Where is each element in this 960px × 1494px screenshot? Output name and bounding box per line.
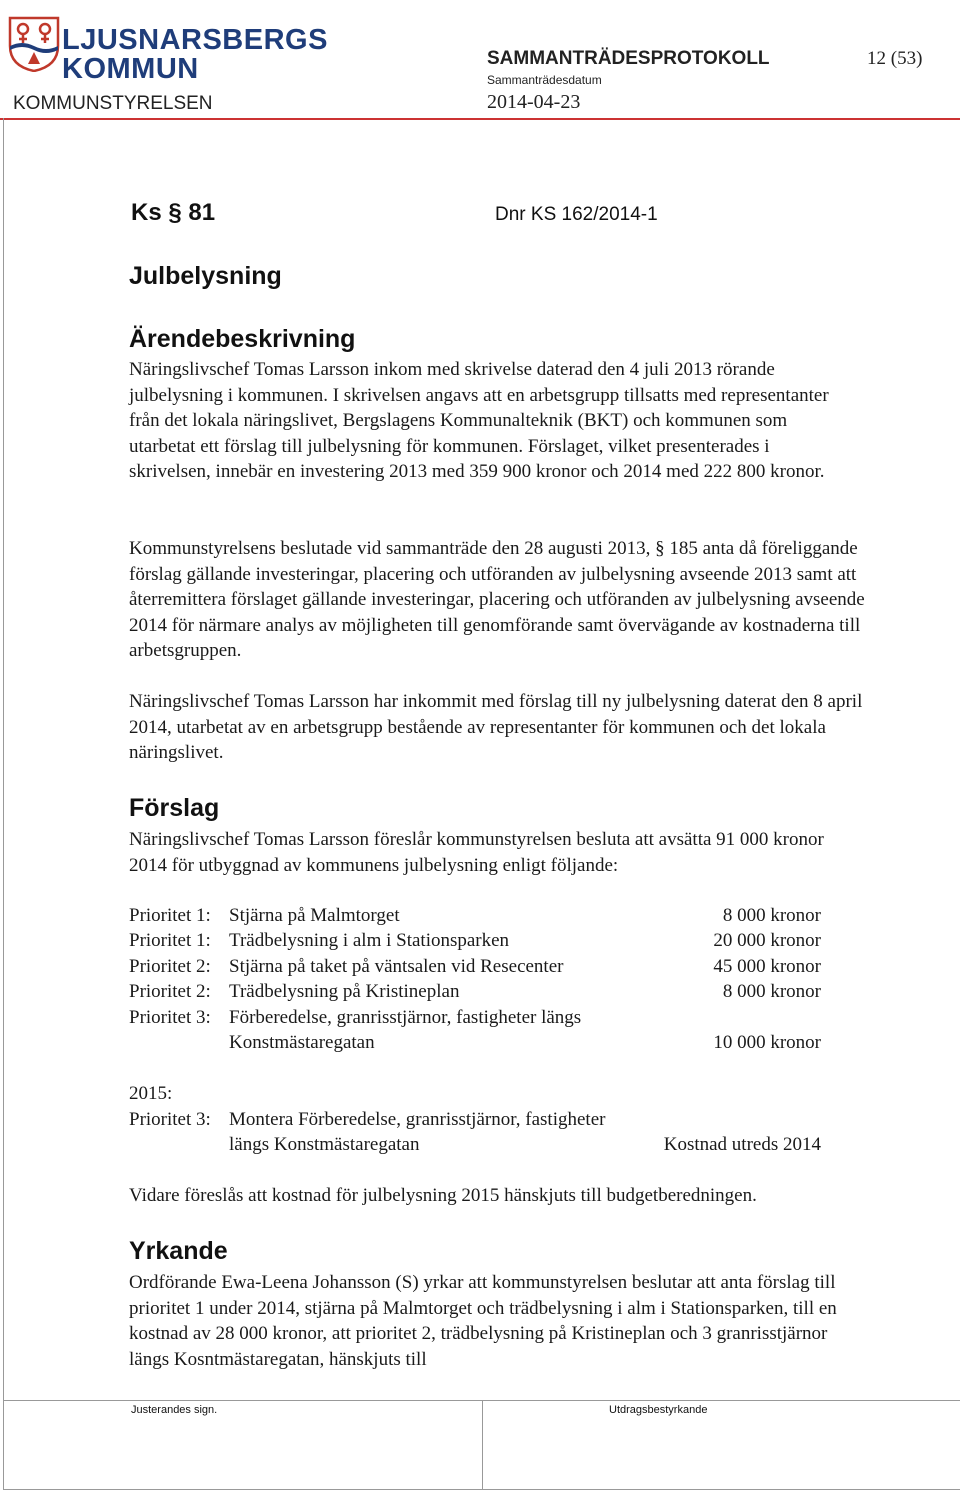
description-text-3: Näringslivschef Tomas Larsson har inkommit med förslag till ny julbelysning daterat den 8 april 2014, utarbetat av en arbetsgrupp bestående av representanter för kommunen och det lokala näringslivet. [129,691,863,764]
proposal-intro-text: Näringslivschef Tomas Larsson föreslår kommunstyrelsen besluta att avsätta 91 000 kronor 2014 för utbyggnad av kommunens julbelysning enligt följande: [129,829,824,876]
motion-heading: Yrkande [129,1237,228,1265]
coat-of-arms-icon [8,16,60,72]
priority-label: Prioritet 1: [129,905,211,926]
case-number: Ks § 81 [131,199,216,226]
priority-text: Trädbelysning i alm i Stationsparken [229,930,510,951]
body-name: KOMMUNSTYRELSEN [13,93,213,114]
year-2015-label: 2015: [129,1083,173,1104]
footer-separator [482,1400,483,1489]
page-border-bottom [3,1489,960,1490]
meeting-date-label: Sammanträdesdatum [487,73,602,87]
priority-amount: 10 000 kronor [713,1032,821,1053]
priority-label: Prioritet 3: [129,1007,211,1028]
proposal-intro [129,827,849,878]
priority-amount: 8 000 kronor [722,905,821,926]
priority-label: Prioritet 1: [129,930,211,951]
description-paragraph-1 [129,357,829,485]
case-dnr: Dnr KS 162/2014-1 [495,204,658,225]
priority-amount: 8 000 kronor [722,981,821,1002]
logo-text-line2: KOMMUN [62,53,199,85]
priority-amount: 20 000 kronor [713,930,821,951]
proposal-closing-text: Vidare föreslås att kostnad för julbelysning 2015 hänskjuts till budgetberedningen. [129,1185,757,1206]
signature-label: Justerandes sign. [131,1404,218,1416]
proposal-heading: Förslag [129,794,220,822]
description-paragraph-2 [129,536,879,664]
priority-text: Förberedelse, granrisstjärnor, fastigheter längs [229,1007,582,1028]
priority-text: Stjärna på Malmtorget [229,905,400,926]
motion-paragraph [129,1270,869,1372]
priority-text: Konstmästaregatan [229,1032,375,1053]
priority-text: Montera Förberedelse, granrisstjärnor, fastigheter [229,1109,606,1130]
priority-amount: Kostnad utreds 2014 [663,1134,821,1155]
priority-text: längs Konstmästaregatan [229,1134,420,1155]
motion-text: Ordförande Ewa-Leena Johansson (S) yrkar att kommunstyrelsen beslutar att anta förslag till prioritet 1 under 2014, stjärna på Malmtorget och trädbelysning i alm i Stationsparken, till en kostnad av 28 000 kronor, att prioritet 2, trädbelysning på Kristineplan och 3 granrisstjärnor längs Kosntmästaregatan, hänskjuts till [129,1272,837,1370]
description-paragraph-3 [129,689,879,766]
page-number: 12 (53) [867,48,923,69]
header-divider [0,118,960,120]
priority-text: Trädbelysning på Kristineplan [229,981,460,1002]
document-type: SAMMANTRÄDESPROTOKOLL [487,48,770,69]
priority-text: Stjärna på taket på väntsalen vid Resecenter [229,956,564,977]
priority-label: Prioritet 3: [129,1109,211,1130]
extract-certification-label: Utdragsbestyrkande [609,1404,708,1416]
case-title: Julbelysning [129,262,282,290]
priority-label: Prioritet 2: [129,981,211,1002]
page-border-left [3,118,4,1490]
priority-label: Prioritet 2: [129,956,211,977]
logo-text-line1: LJUSNARSBERGS [62,24,328,56]
description-text-2: Kommunstyrelsens beslutade vid sammanträde den 28 augusti 2013, § 185 anta då föreliggande förslag gällande investeringar, placering och utföranden av julbelysning avseende 2013 samt att återremittera förslaget gällande investeringar, placering och utföranden av julbelysning avseende 2014 för närmare analys av möjligheten till genomförande samt övervägande av kostnaderna till arbetsgruppen. [129,538,865,662]
description-heading: Ärendebeskrivning [129,325,356,353]
proposal-closing [129,1183,909,1209]
priority-amount: 45 000 kronor [713,956,821,977]
municipality-logo [4,14,328,85]
meeting-date: 2014-04-23 [487,91,581,113]
description-text-1: Näringslivschef Tomas Larsson inkom med skrivelse daterad den 4 juli 2013 rörande julbelysning i kommunen. I skrivelsen angavs att en arbetsgrupp tillsatts med representanter från det lokala näringslivet, Bergslagens Kommunalteknik (BKT) och kommunen som utarbetat ett förslag till julbelysning för kommunen. Förslaget, vilket presenterades i skrivelsen, innebär en investering 2013 med 359 900 kronor och 2014 med 222 800 kronor. [129,359,829,483]
